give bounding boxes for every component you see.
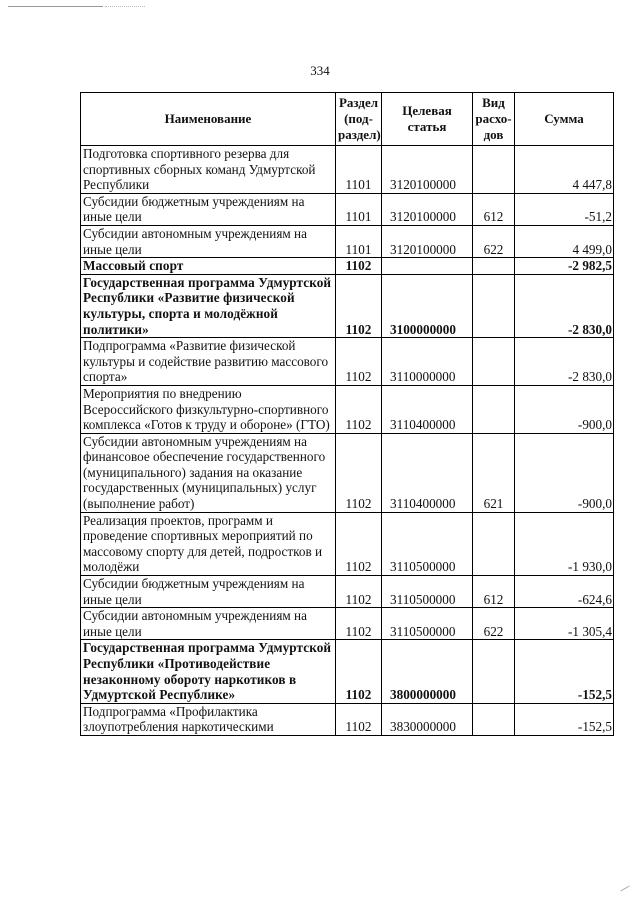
cell-kind	[473, 146, 515, 194]
cell-sum: -2 830,0	[515, 338, 614, 386]
cell-section: 1102	[336, 433, 382, 512]
cell-section: 1102	[336, 274, 382, 337]
cell-kind: 621	[473, 433, 515, 512]
cell-article: 3120100000	[382, 193, 473, 225]
cell-section: 1102	[336, 338, 382, 386]
cell-sum: -900,0	[515, 433, 614, 512]
cell-article	[382, 258, 473, 275]
table-row	[81, 640, 614, 703]
budget-table	[80, 92, 614, 736]
cell-kind	[473, 512, 515, 575]
cell-section: 1102	[336, 703, 382, 735]
cell-section: 1102	[336, 608, 382, 640]
cell-section: 1101	[336, 193, 382, 225]
cell-section: 1102	[336, 258, 382, 275]
cell-article: 3110500000	[382, 608, 473, 640]
cell-article: 3100000000	[382, 274, 473, 337]
cell-section: 1101	[336, 225, 382, 257]
cell-sum: -900,0	[515, 385, 614, 433]
cell-name: Государственная программа Удмуртской Республики «Развитие физической культуры, спорта и молодёжной политики»	[81, 274, 336, 337]
cell-name: Мероприятия по внедрению Всероссийского физкультурно-спортивного комплекса «Готов к труду и обороне» (ГТО)	[81, 385, 336, 433]
table-header-row	[81, 93, 614, 146]
cell-section: 1102	[336, 512, 382, 575]
cell-sum: -152,5	[515, 703, 614, 735]
cell-kind	[473, 274, 515, 337]
header-sum: Сумма	[515, 93, 614, 146]
table-row	[81, 193, 614, 225]
cell-name: Субсидии автономным учреждениям на иные цели	[81, 225, 336, 257]
cell-sum: -51,2	[515, 193, 614, 225]
cell-sum: -2 982,5	[515, 258, 614, 275]
table-row	[81, 258, 614, 275]
header-article: Целевая статья	[382, 93, 473, 146]
page-number: 334	[310, 63, 330, 78]
cell-name: Подготовка спортивного резерва для спортивных сборных команд Удмуртской Республики	[81, 146, 336, 194]
table-row	[81, 608, 614, 640]
table-row	[81, 274, 614, 337]
cell-kind: 622	[473, 225, 515, 257]
cell-sum: -624,6	[515, 576, 614, 608]
cell-article: 3830000000	[382, 703, 473, 735]
cell-name: Субсидии бюджетным учреждениям на иные цели	[81, 193, 336, 225]
cell-section: 1102	[336, 640, 382, 703]
cell-name: Реализация проектов, программ и проведение спортивных мероприятий по массовому спорту для детей, подростков и молодёжи	[81, 512, 336, 575]
cell-article: 3110500000	[382, 512, 473, 575]
cell-section: 1102	[336, 385, 382, 433]
cell-name: Массовый спорт	[81, 258, 336, 275]
cell-sum: -2 830,0	[515, 274, 614, 337]
table-row	[81, 433, 614, 512]
table-row	[81, 512, 614, 575]
table-row	[81, 703, 614, 735]
cell-article: 3800000000	[382, 640, 473, 703]
cell-name: Субсидии автономным учреждениям на финансовое обеспечение государственного (муниципального) задания на оказание государственных (муниципальных) услуг (выполнение работ)	[81, 433, 336, 512]
table-row	[81, 146, 614, 194]
cell-name: Субсидии бюджетным учреждениям на иные цели	[81, 576, 336, 608]
cell-article: 3110400000	[382, 385, 473, 433]
cell-name: Подпрограмма «Развитие физической культуры и содействие развитию массового спорта»	[81, 338, 336, 386]
cell-sum: -1 305,4	[515, 608, 614, 640]
cell-sum: -1 930,0	[515, 512, 614, 575]
cell-kind	[473, 338, 515, 386]
cell-kind: 622	[473, 608, 515, 640]
scan-mark-corner	[620, 886, 629, 892]
cell-article: 3110400000	[382, 433, 473, 512]
cell-name: Подпрограмма «Профилактика злоупотребления наркотическими	[81, 703, 336, 735]
cell-kind: 612	[473, 193, 515, 225]
cell-kind	[473, 258, 515, 275]
cell-section: 1102	[336, 576, 382, 608]
cell-section: 1101	[336, 146, 382, 194]
table-row	[81, 576, 614, 608]
cell-article: 3110500000	[382, 576, 473, 608]
table-row	[81, 385, 614, 433]
scan-mark	[8, 6, 103, 7]
cell-name: Субсидии автономным учреждениям на иные цели	[81, 608, 336, 640]
header-kind: Вид расхо- дов	[473, 93, 515, 146]
table-row	[81, 338, 614, 386]
cell-article: 3120100000	[382, 146, 473, 194]
cell-article: 3120100000	[382, 225, 473, 257]
cell-sum: 4 499,0	[515, 225, 614, 257]
cell-sum: 4 447,8	[515, 146, 614, 194]
cell-kind	[473, 385, 515, 433]
cell-article: 3110000000	[382, 338, 473, 386]
cell-name: Государственная программа Удмуртской Республики «Противодействие незаконному обороту наркотиков в Удмуртской Республике»	[81, 640, 336, 703]
table-row	[81, 225, 614, 257]
header-section: Раздел (под- раздел)	[336, 93, 382, 146]
header-name: Наименование	[81, 93, 336, 146]
cell-sum: -152,5	[515, 640, 614, 703]
scan-mark-dotted	[105, 6, 145, 8]
cell-kind: 612	[473, 576, 515, 608]
cell-kind	[473, 703, 515, 735]
cell-kind	[473, 640, 515, 703]
